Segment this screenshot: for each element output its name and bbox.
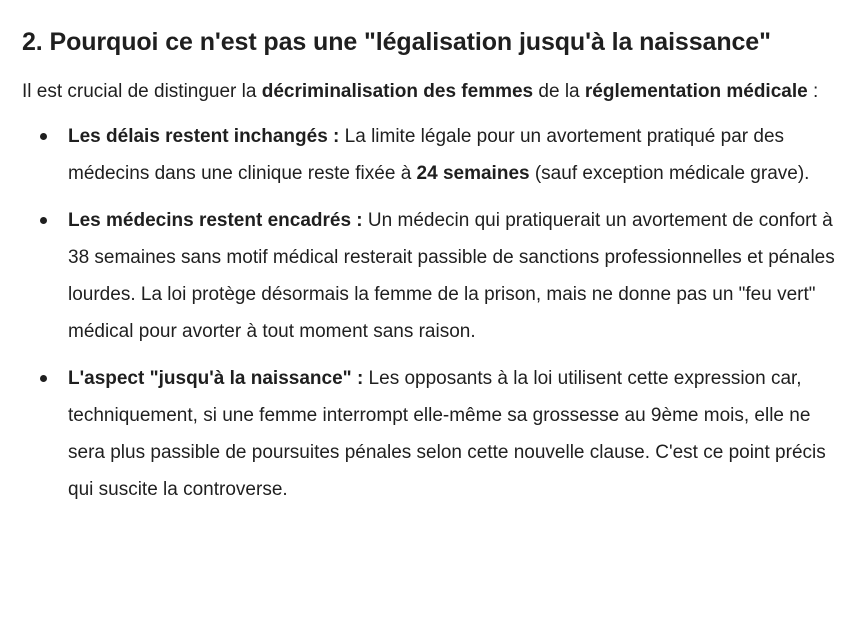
section-heading: 2. Pourquoi ce n'est pas une "légalisation jusqu'à la naissance" [22, 28, 771, 56]
intro-text: : [807, 81, 819, 102]
list-item-title: L'aspect "jusqu'à la naissance" : [68, 368, 364, 389]
list-item-text: La limite légale pour un avortement pratiqué par des médecins dans une clinique reste fixée à [68, 126, 785, 184]
bullet-icon [40, 133, 47, 140]
list-item-text: Les opposants à la loi utilisent cette expression car, techniquement, si une femme interrompt elle-même sa grossesse au 9ème mois, elle ne sera plus passible de poursuites pénales selon cette nouvelle clause. C'est ce point précis qui suscite la controverse. [68, 368, 826, 500]
intro-text: Il est crucial de distinguer la [22, 81, 262, 102]
list-item-title: Les médecins restent encadrés : [68, 210, 363, 231]
list-item-text: Un médecin qui pratiquerait un avortement de confort à 38 semaines sans motif médical resterait passible de sanctions professionnelles et pénales lourdes. La loi protège désormais la femme de la prison, mais ne donne pas un "feu vert" médical pour avorter à tout moment sans raison. [68, 210, 835, 342]
intro-paragraph [22, 73, 845, 110]
list-item [22, 360, 845, 508]
bullet-icon [40, 217, 47, 224]
list-item [22, 118, 845, 192]
intro-bold-term: décriminalisation des femmes [261, 81, 534, 102]
list-item [22, 202, 845, 350]
list-item-emphasis: 24 semaines [416, 163, 530, 184]
intro-bold-term: réglementation médicale [584, 81, 808, 102]
bullet-list [22, 118, 845, 508]
list-item-title: Les délais restent inchangés : [68, 126, 340, 147]
list-item-text: (sauf exception médicale grave). [529, 163, 810, 184]
intro-text: de la [533, 81, 585, 102]
bullet-icon [40, 375, 47, 382]
